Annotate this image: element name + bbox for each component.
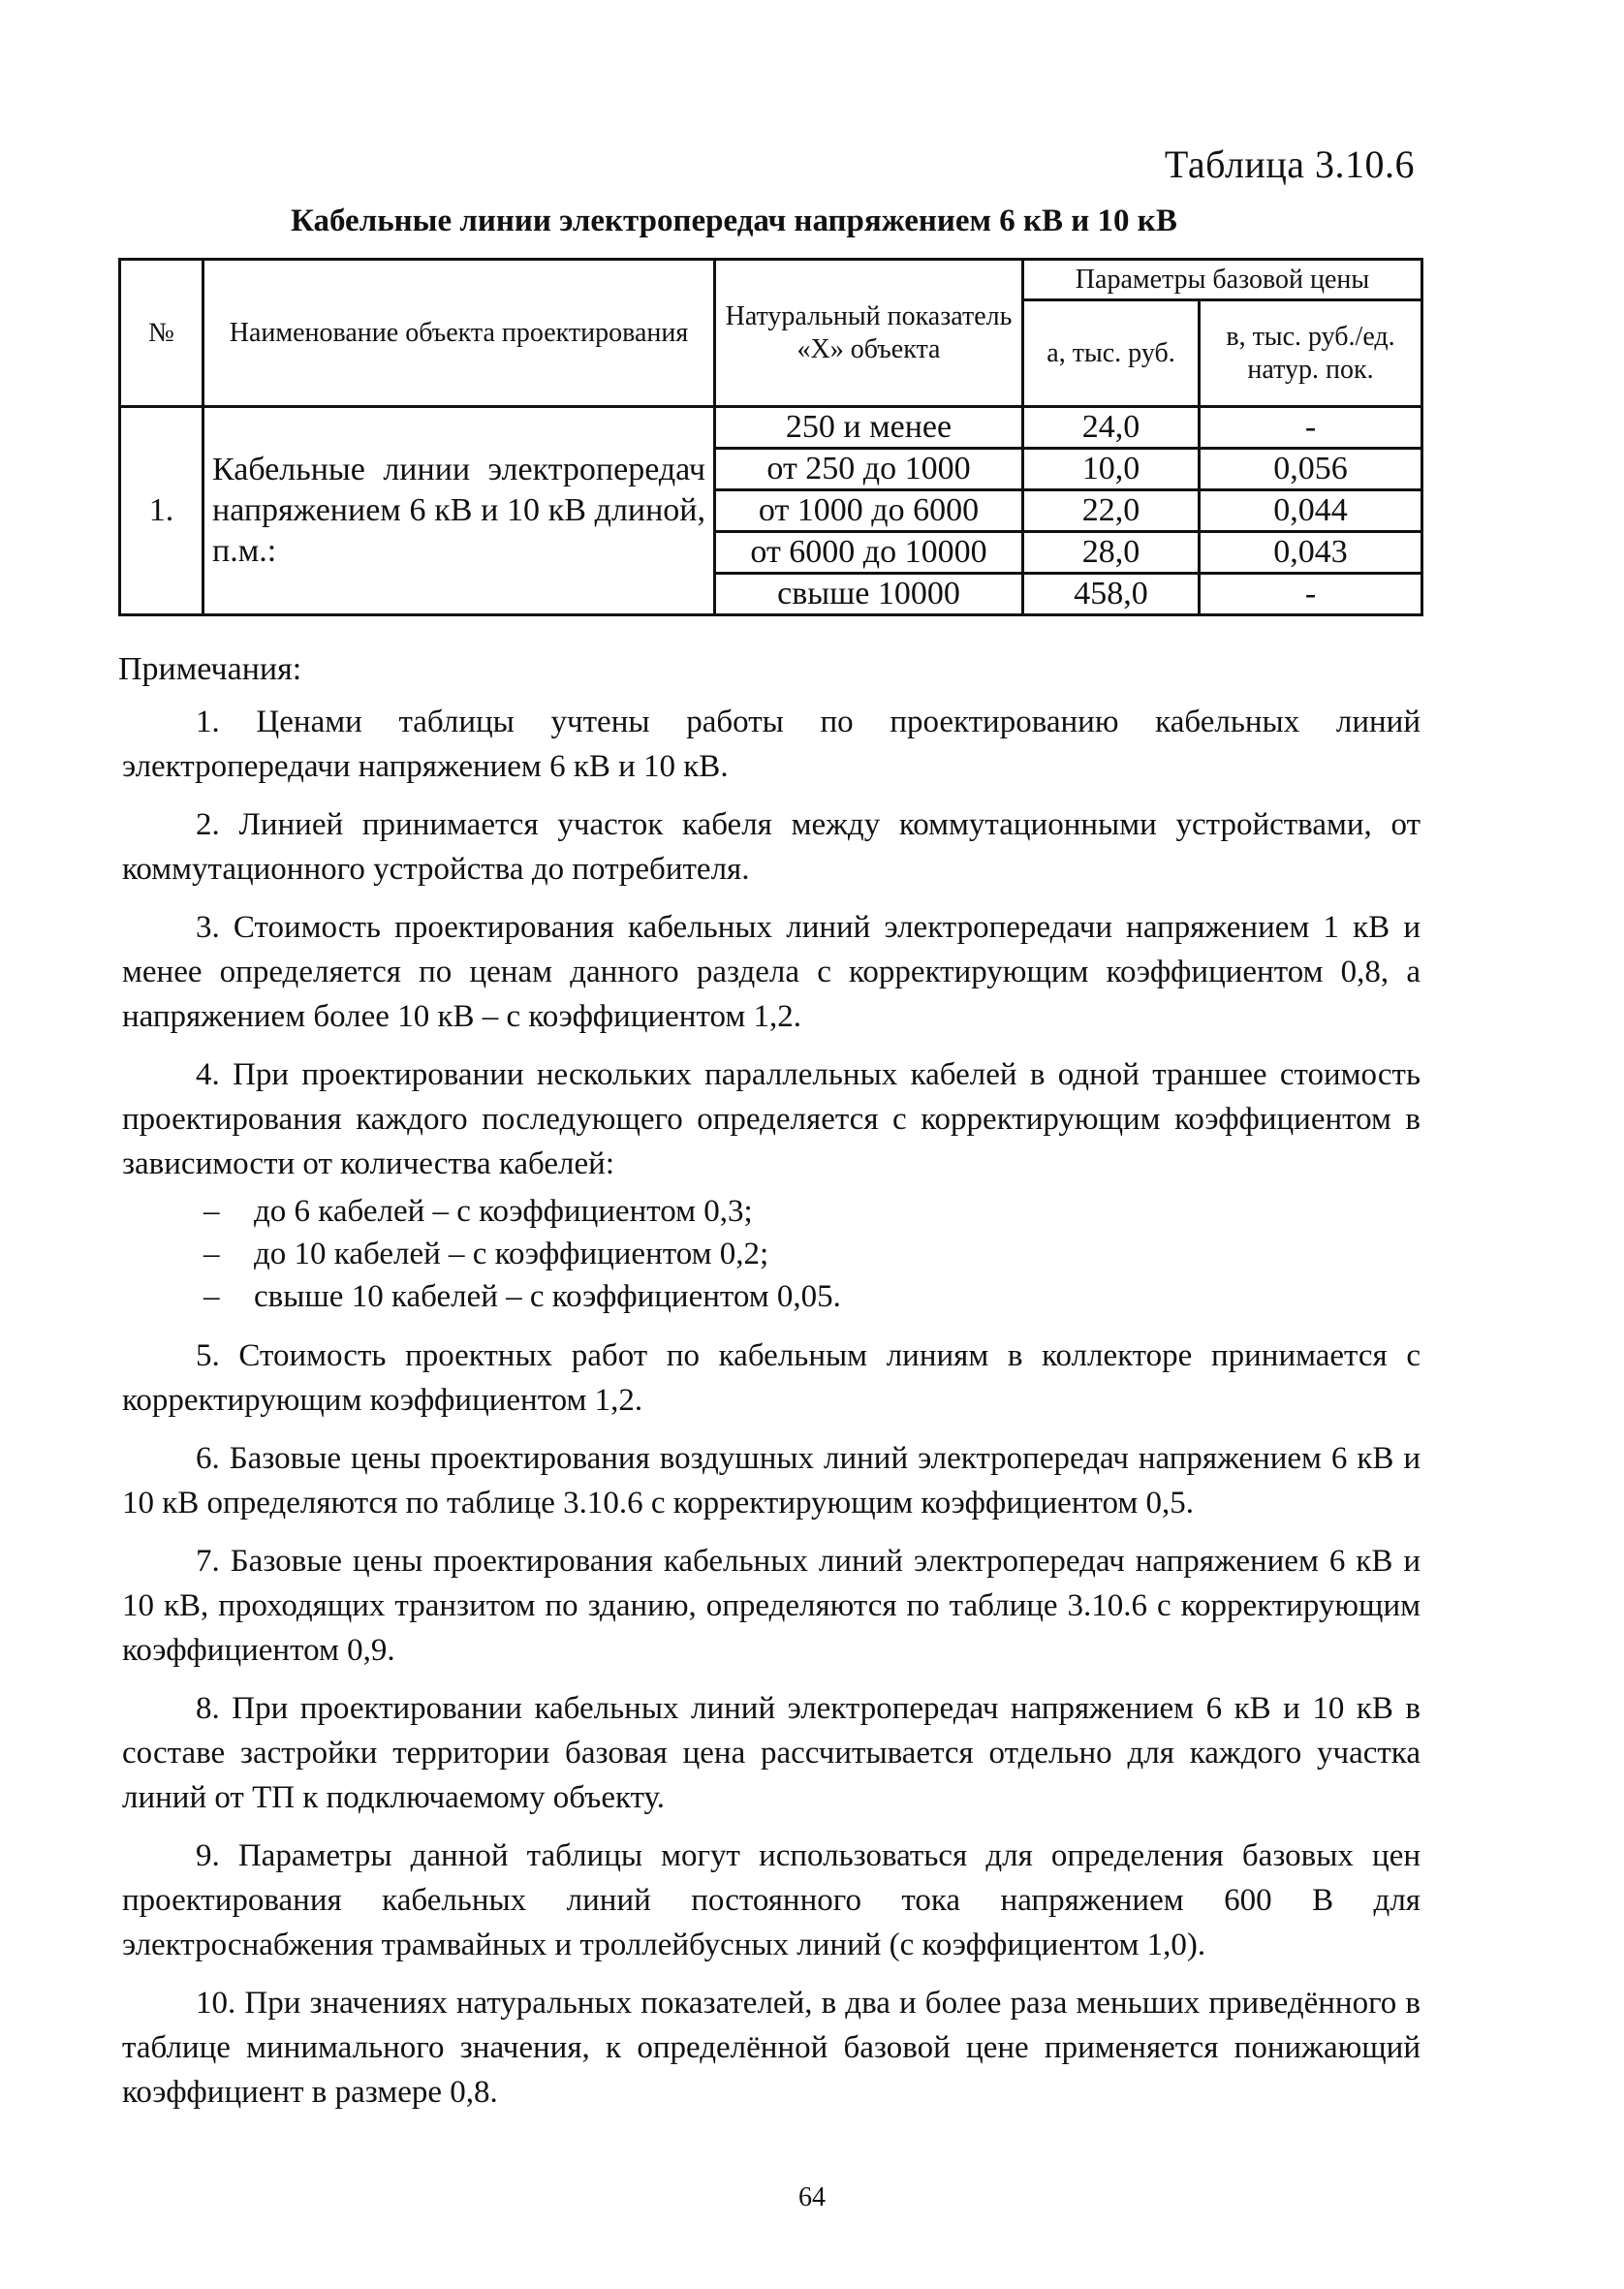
notes-heading: Примечания: [118,651,302,687]
note-item: 9. Параметры данной таблицы могут использоваться для определения базовых цен проектирования кабельных линий постоянного тока напряжением 600 В для электроснабжения трамвайных и троллейбусных линий (с коэффициентом 1,0). [122,1838,1421,1962]
note-subitem: – до 6 кабелей – с коэффициентом 0,3; [203,1194,753,1229]
note-item: 8. При проектировании кабельных линий электропередач напряжением 6 кВ и 10 кВ в составе застройки территории базовая цена рассчитывается отдельно для каждого участка линий от ТП к подключаемому объекту. [122,1691,1421,1815]
table-title: Кабельные линии электропередач напряжением 6 кВ и 10 кВ [291,204,1177,238]
header-name: Наименование объекта проектирования [203,260,715,407]
note-item: 2. Линией принимается участок кабеля между коммутационными устройствами, от коммутационного устройства до потребителя. [122,807,1421,887]
cell-a: 10,0 [1023,449,1200,490]
cell-a: 24,0 [1023,407,1200,449]
table-label: Таблица 3.10.6 [1164,142,1415,186]
cell-b: 0,056 [1200,449,1422,490]
header-a: а, тыс. руб. [1023,300,1200,407]
cell-b: 0,043 [1200,532,1422,574]
cell-a: 28,0 [1023,532,1200,574]
header-row-1 [120,260,1422,300]
cell-indicator: 250 и менее [715,407,1023,449]
cell-b: - [1200,574,1422,615]
note-subitem: – свыше 10 кабелей – с коэффициентом 0,05. [203,1279,841,1314]
cell-b: - [1200,407,1422,449]
row-name: Кабельные линии электропередач напряжением 6 кВ и 10 кВ длиной, п.м.: [203,407,715,615]
table-row [120,407,1422,449]
cell-indicator: от 250 до 1000 [715,449,1023,490]
note-item: 6. Базовые цены проектирования воздушных линий электропередач напряжением 6 кВ и 10 кВ определяются по таблице 3.10.6 с корректирующим коэффициентом 0,5. [122,1441,1421,1521]
note-sublist [122,1190,1421,1318]
cell-a: 22,0 [1023,490,1200,532]
price-table [118,258,1423,616]
cell-indicator: от 1000 до 6000 [715,490,1023,532]
note-item: 5. Стоимость проектных работ по кабельным линиям в коллекторе принимается с корректирующим коэффициентом 1,2. [122,1338,1421,1418]
header-num: № [120,260,203,407]
header-params-group: Параметры базовой цены [1023,260,1422,300]
header-indicator: Натуральный показатель «Х» объекта [715,260,1023,407]
note-item: 3. Стоимость проектирования кабельных линий электропередачи напряжением 1 кВ и менее определяется по ценам данного раздела с корректирующим коэффициентом 0,8, а напряжением более 10 кВ – с коэффициентом 1,2. [122,910,1421,1034]
page-number: 64 [798,2182,826,2212]
row-number: 1. [120,407,203,615]
notes-section [122,700,1421,2128]
cell-b: 0,044 [1200,490,1422,532]
note-item: 1. Ценами таблицы учтены работы по проектированию кабельных линий электропередачи напряжением 6 кВ и 10 кВ. [122,705,1421,784]
note-item: 7. Базовые цены проектирования кабельных линий электропередач напряжением 6 кВ и 10 кВ, проходящих транзитом по зданию, определяются по таблице 3.10.6 с корректирующим коэффициентом 0,9. [122,1544,1421,1668]
note-subitem: – до 10 кабелей – с коэффициентом 0,2; [203,1237,769,1271]
cell-indicator: свыше 10000 [715,574,1023,615]
header-b: в, тыс. руб./ед. натур. пок. [1200,300,1422,407]
note-item: 10. При значениях натуральных показателей, в два и более раза меньших приведённого в таблице минимального значения, к определённой базовой цене применяется понижающий коэффициент в размере 0,8. [122,1986,1421,2110]
note-item: 4. При проектировании нескольких параллельных кабелей в одной траншее стоимость проектирования каждого последующего определяется с корректирующим коэффициентом в зависимости от количества кабелей: [122,1057,1421,1181]
cell-indicator: от 6000 до 10000 [715,532,1023,574]
cell-a: 458,0 [1023,574,1200,615]
